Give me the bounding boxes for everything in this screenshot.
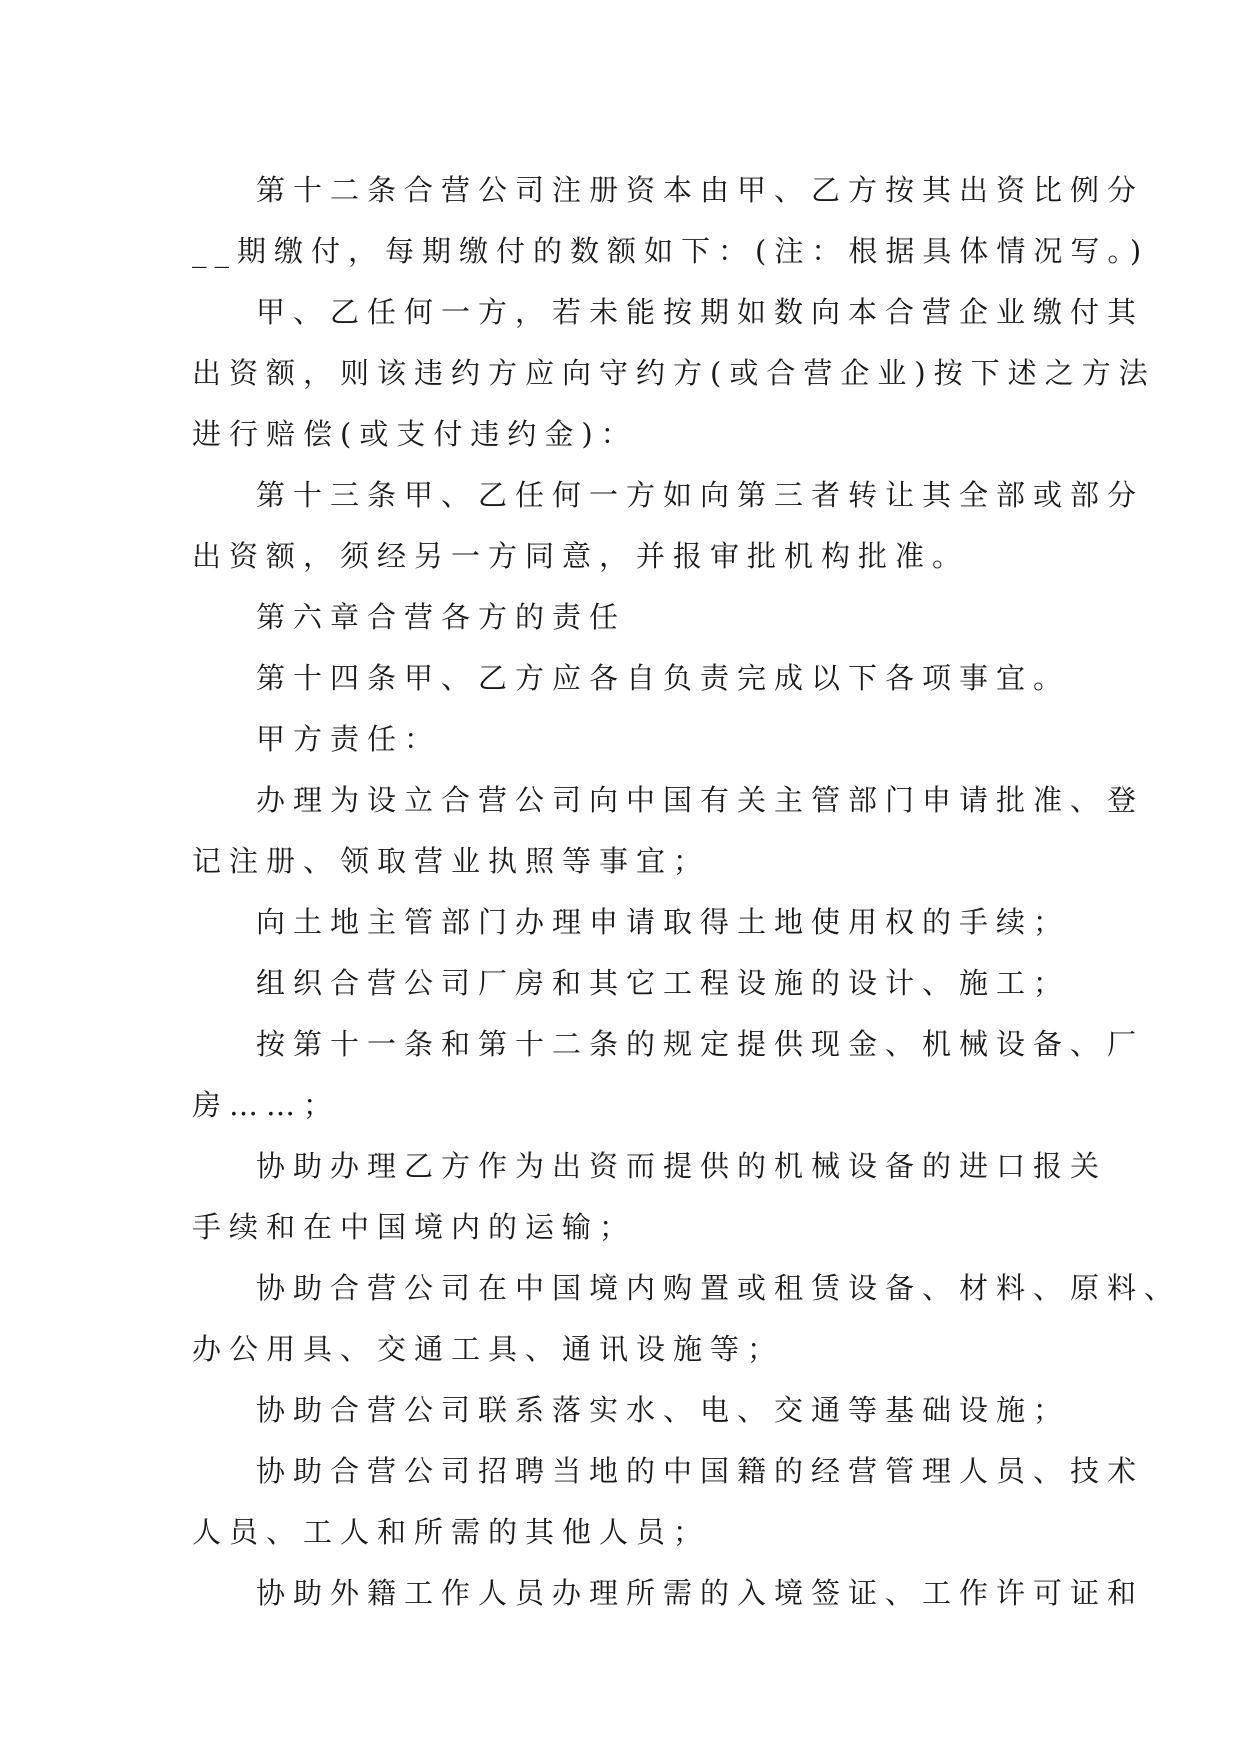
text-line: 第十三条甲、乙任何一方如向第三者转让其全部或部分 — [256, 478, 1145, 512]
text-line: 甲、乙任何一方，若未能按期如数向本合营企业缴付其 — [256, 295, 1145, 329]
text-line: 出资额，须经另一方同意，并报审批机构批准。 — [192, 539, 970, 573]
text-line: 协助合营公司在中国境内购置或租赁设备、材料、原料、 — [256, 1271, 1182, 1305]
text-line: 办公用具、交通工具、通讯设施等； — [192, 1332, 785, 1366]
text-line: 记注册、领取营业执照等事宜； — [192, 844, 711, 878]
text-line: 人员、工人和所需的其他人员； — [192, 1515, 711, 1549]
text-line: 协助合营公司招聘当地的中国籍的经营管理人员、技术 — [256, 1454, 1145, 1488]
document-body — [192, 160, 1182, 1624]
text-line: 协助办理乙方作为出资而提供的机械设备的进口报关 — [256, 1149, 1108, 1183]
text-line: 进行赔偿(或支付违约金)： — [192, 417, 638, 451]
text-line: 协助合营公司联系落实水、电、交通等基础设施； — [256, 1393, 1071, 1427]
text-line: 手续和在中国境内的运输； — [192, 1210, 637, 1244]
text-line: 协助外籍工作人员办理所需的入境签证、工作许可证和 — [256, 1576, 1145, 1610]
section-label: 甲方责任： — [256, 722, 442, 756]
text-line: 第十二条合营公司注册资本由甲、乙方按其出资比例分 — [256, 173, 1145, 207]
text-line: 向土地主管部门办理申请取得土地使用权的手续； — [256, 905, 1071, 939]
text-line: 按第十一条和第十二条的规定提供现金、机械设备、厂 — [256, 1027, 1145, 1061]
text-line: __期缴付，每期缴付的数额如下：(注：根据具体情况写。) — [192, 234, 1150, 268]
text-line: 出资额，则该违约方应向守约方(或合营企业)按下述之方法 — [192, 356, 1156, 390]
text-line: 办理为设立合营公司向中国有关主管部门申请批准、登 — [256, 783, 1145, 817]
text-line: 第十四条甲、乙方应各自负责完成以下各项事宜。 — [256, 661, 1071, 695]
chapter-heading: 第六章合营各方的责任 — [256, 600, 627, 634]
text-line: 组织合营公司厂房和其它工程设施的设计、施工； — [256, 966, 1071, 1000]
text-line: 房……； — [192, 1088, 341, 1122]
